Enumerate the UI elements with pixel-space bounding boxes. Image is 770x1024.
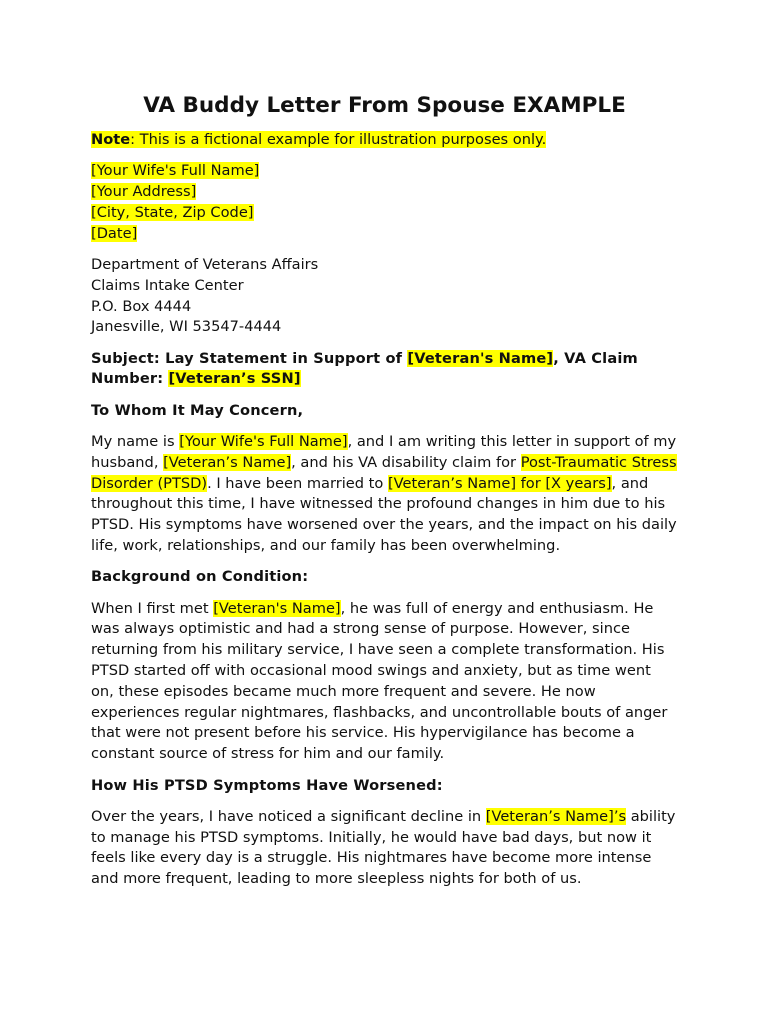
recipient-block	[91, 255, 678, 338]
worsened-text-2: ability to manage his PTSD symptoms. Initially, he would have bad days, but now it feels like every day is a struggle. His nightmares have become more intense and more frequent, leading to more sleepless nights for both of us.	[91, 807, 676, 888]
intro-text-5: , and throughout this time, I have witnessed the profound changes in him due to his PTSD. His symptoms have worsened over the years, and the impact on his daily life, work, relationships, and our family has been overwhelming.	[91, 474, 677, 555]
intro-condition: Post-Traumatic Stress Disorder (PTSD)	[91, 453, 677, 492]
subject-veteran-name: [Veteran's Name]	[407, 349, 554, 367]
intro-text-1: My name is	[91, 433, 180, 451]
recipient-line-4: Janesville, WI 53547-4444	[91, 318, 282, 336]
sender-city-state-zip: [City, State, Zip Code]	[91, 203, 254, 221]
salutation: To Whom It May Concern,	[91, 401, 304, 419]
background-text-2: , he was full of energy and enthusiasm. He was always optimistic and had a strong sense of purpose. However, since returning from his military service, I have seen a complete transformation. His PTSD started off with occasional mood swings and anxiety, but as time went on, these episodes became much more frequent and severe. He now experiences regular nightmares, flashbacks, and uncontrollable bouts of anger that were not present before his service. His hypervigilance has become a constant source of stress for him and our family.	[91, 599, 668, 763]
recipient-line-2: Claims Intake Center	[91, 276, 244, 294]
worsened-paragraph	[91, 807, 678, 890]
background-text-1: When I first met	[91, 599, 214, 617]
background-heading: Background on Condition:	[91, 568, 309, 586]
worsened-veteran-name: [Veteran’s Name]’s	[485, 807, 627, 825]
recipient-line-3: P.O. Box 4444	[91, 297, 192, 315]
intro-text-4: . I have been married to	[207, 474, 388, 492]
intro-paragraph	[91, 432, 678, 557]
note-text: : This is a fictional example for illustration purposes only.	[130, 131, 547, 148]
intro-text-3: , and his VA disability claim for	[291, 453, 521, 471]
sender-address: [Your Address]	[91, 183, 197, 201]
intro-wife-name: [Your Wife's Full Name]	[179, 433, 348, 451]
background-paragraph	[91, 599, 678, 765]
background-veteran-name: [Veteran's Name]	[213, 599, 341, 617]
worsened-heading: How His PTSD Symptoms Have Worsened:	[91, 776, 443, 794]
recipient-line-1: Department of Veterans Affairs	[91, 255, 319, 273]
intro-veteran-name: [Veteran’s Name]	[163, 453, 292, 471]
intro-text-2: , and I am writing this letter in support of my husband,	[91, 433, 677, 471]
worsened-text-1: Over the years, I have noticed a significant decline in	[91, 807, 486, 825]
note-highlight	[91, 131, 546, 148]
subject-middle: , VA Claim Number:	[91, 349, 638, 388]
note-label: Note	[91, 131, 131, 148]
subject-ssn: [Veteran’s SSN]	[168, 370, 301, 388]
sender-name: [Your Wife's Full Name]	[91, 162, 260, 180]
intro-married-to: [Veteran’s Name] for [X years]	[387, 474, 612, 492]
note-paragraph	[91, 130, 678, 151]
sender-date: [Date]	[91, 224, 138, 242]
sender-block	[91, 161, 678, 244]
document-title: VA Buddy Letter From Spouse EXAMPLE	[143, 93, 626, 118]
subject-prefix: Subject: Lay Statement in Support of	[91, 349, 408, 367]
subject-line	[91, 349, 678, 391]
